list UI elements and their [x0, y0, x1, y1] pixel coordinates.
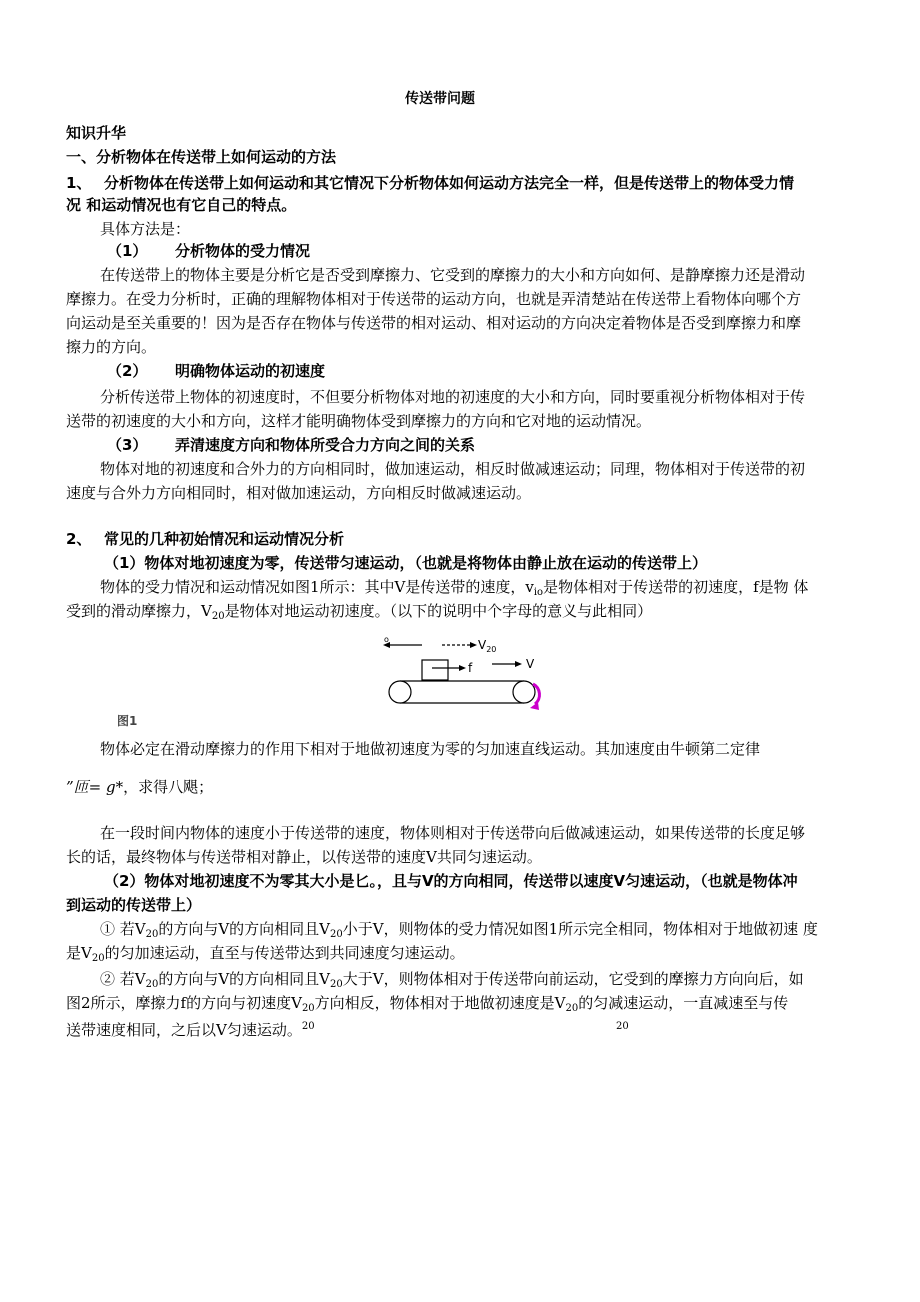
- step1-number: （1）: [107, 242, 148, 260]
- after-figure-paragraph: 物体必定在滑动摩擦力的作用下相对于地做初速度为零的匀加速直线运动。其加速度由牛顿第二定律: [100, 740, 761, 758]
- step2-paragraph-line2: 送带的初速度的大小和方向，这样才能明确物体受到摩擦力的方向和它对地的运动情况。: [66, 412, 652, 430]
- item1-text-line2: 况 和运动情况也有它自己的特点。: [66, 196, 297, 214]
- section1-heading: 一、分析物体在传送带上如何运动的方法: [66, 148, 337, 166]
- case1-paragraph-line4: 长的话，最终物体与传送带相对静止，以传送带的速度V共同匀速运动。: [66, 848, 542, 866]
- conveyor-belt-figure: [380, 632, 550, 714]
- step3-paragraph-line1: 物体对地的初速度和合外力的方向相同时，做加速运动，相反时做减速运动；同理，物体相对于传送带的初: [100, 460, 806, 478]
- case2-item2-line2: 图2所示，摩擦力f的方向与初速度$V_{20}$方向相反，物体相对于地做初速度是$V_{20}$的匀减速运动，一直减速至与传: [66, 994, 789, 1014]
- item1-number: 1、: [66, 174, 92, 192]
- section2-heading: 常见的几种初始情况和运动情况分析: [104, 530, 345, 548]
- fig-corner-label: o: [384, 635, 389, 644]
- step3-paragraph-line2: 速度与合外力方向相同时，相对做加速运动，方向相反时做减速运动。: [66, 484, 532, 502]
- fig-label-f: f: [468, 661, 473, 675]
- formula-line: ”匝= g*，求得八飓；: [66, 778, 214, 796]
- step2-number: （2）: [107, 362, 148, 380]
- case1-paragraph-line2: 受到的滑动摩擦力，$V_{20}$是物体对地运动初速度。（以下的说明中个字母的意义与此相同）: [66, 602, 653, 622]
- case2-item1-line2: 是$V_{20}$的匀加速运动，直至与传送带达到共同速度匀速运动。: [66, 944, 465, 964]
- case2-item1-line1: ① 若$V_{20}$的方向与V的方向相同且$V_{20}$小于V，则物体的受力情况如图1所示完全相同，物体相对于地做初速 度: [100, 920, 818, 940]
- figure-caption: 图1: [117, 714, 138, 728]
- fig-arrowhead-f: [459, 665, 466, 671]
- fig-arrowhead-v: [515, 661, 522, 667]
- fig-block: [422, 660, 448, 680]
- step3-number: （3）: [107, 436, 148, 454]
- case2-heading-line1: （2）物体对地初速度不为零其大小是匕。，且与V的方向相同，传送带以速度V匀速运动，（也就是物体冲: [104, 872, 798, 890]
- case1-heading: （1）物体对地初速度为零，传送带匀速运动，（也就是将物体由静止放在运动的传送带上）: [104, 554, 707, 572]
- case2-heading-line2: 到运动的传送带上）: [66, 896, 202, 914]
- fig-label-v20: $V_{20}$: [478, 638, 497, 654]
- item1-text-line1: 分析物体在传送带上如何运动和其它情况下分析物体如何运动方法完全一样，但是传送带上的物体受力情: [104, 174, 795, 192]
- step1-paragraph-line2: 摩擦力。在受力分析时，正确的理解物体相对于传送带的运动方向，也就是弄清楚站在传送带上看物体向哪个方: [66, 290, 802, 308]
- case2-item2-line1: ② 若$V_{20}$的方向与V的方向相同且$V_{20}$大于V，则物体相对于传送带向前运动，它受到的摩擦力方向向后，如: [100, 970, 804, 990]
- step1-title: 分析物体的受力情况: [175, 242, 311, 260]
- fig-left-pulley: [389, 681, 411, 703]
- step1-paragraph-line3: 向运动是至关重要的！因为是否存在物体与传送带的相对运动、相对运动的方向决定着物体是否受到摩擦力和摩: [66, 314, 802, 332]
- step1-paragraph-line1: 在传送带上的物体主要是分析它是否受到摩擦力、它受到的摩擦力的大小和方向如何、是静摩擦力还是滑动: [100, 266, 806, 284]
- method-intro: 具体方法是：: [100, 220, 191, 238]
- section2-number: 2、: [66, 530, 92, 548]
- case1-paragraph-line3: 在一段时间内物体的速度小于传送带的速度，物体则相对于传送带向后做减速运动，如果传送带的长度足够: [100, 824, 806, 842]
- fig-right-pulley: [513, 681, 535, 703]
- page-title: 传送带问题: [405, 91, 475, 107]
- fig-arrowhead-v20: [470, 642, 477, 648]
- case2-item2-line3: 送带速度相同，之后以V匀速运动。$^{20}$: [66, 1021, 315, 1039]
- step2-paragraph-line1: 分析传送带上物体的初速度时，不但要分析物体对地的初速度的大小和方向，同时要重视分析物体相对于传: [100, 388, 806, 406]
- fig-label-v: V: [526, 657, 535, 671]
- step1-paragraph-line4: 擦力的方向。: [66, 338, 157, 356]
- step2-title: 明确物体运动的初速度: [175, 362, 326, 380]
- step3-title: 弄清速度方向和物体所受合力方向之间的关系: [175, 436, 476, 454]
- stray-footnote-20: 20: [616, 1021, 629, 1032]
- heading-knowledge: 知识升华: [66, 124, 127, 142]
- case1-paragraph-line1: 物体的受力情况和运动情况如图1所示：其中V是传送带的速度，$v_{io}$是物体相对于传送带的初速度，f是物 体: [100, 578, 809, 598]
